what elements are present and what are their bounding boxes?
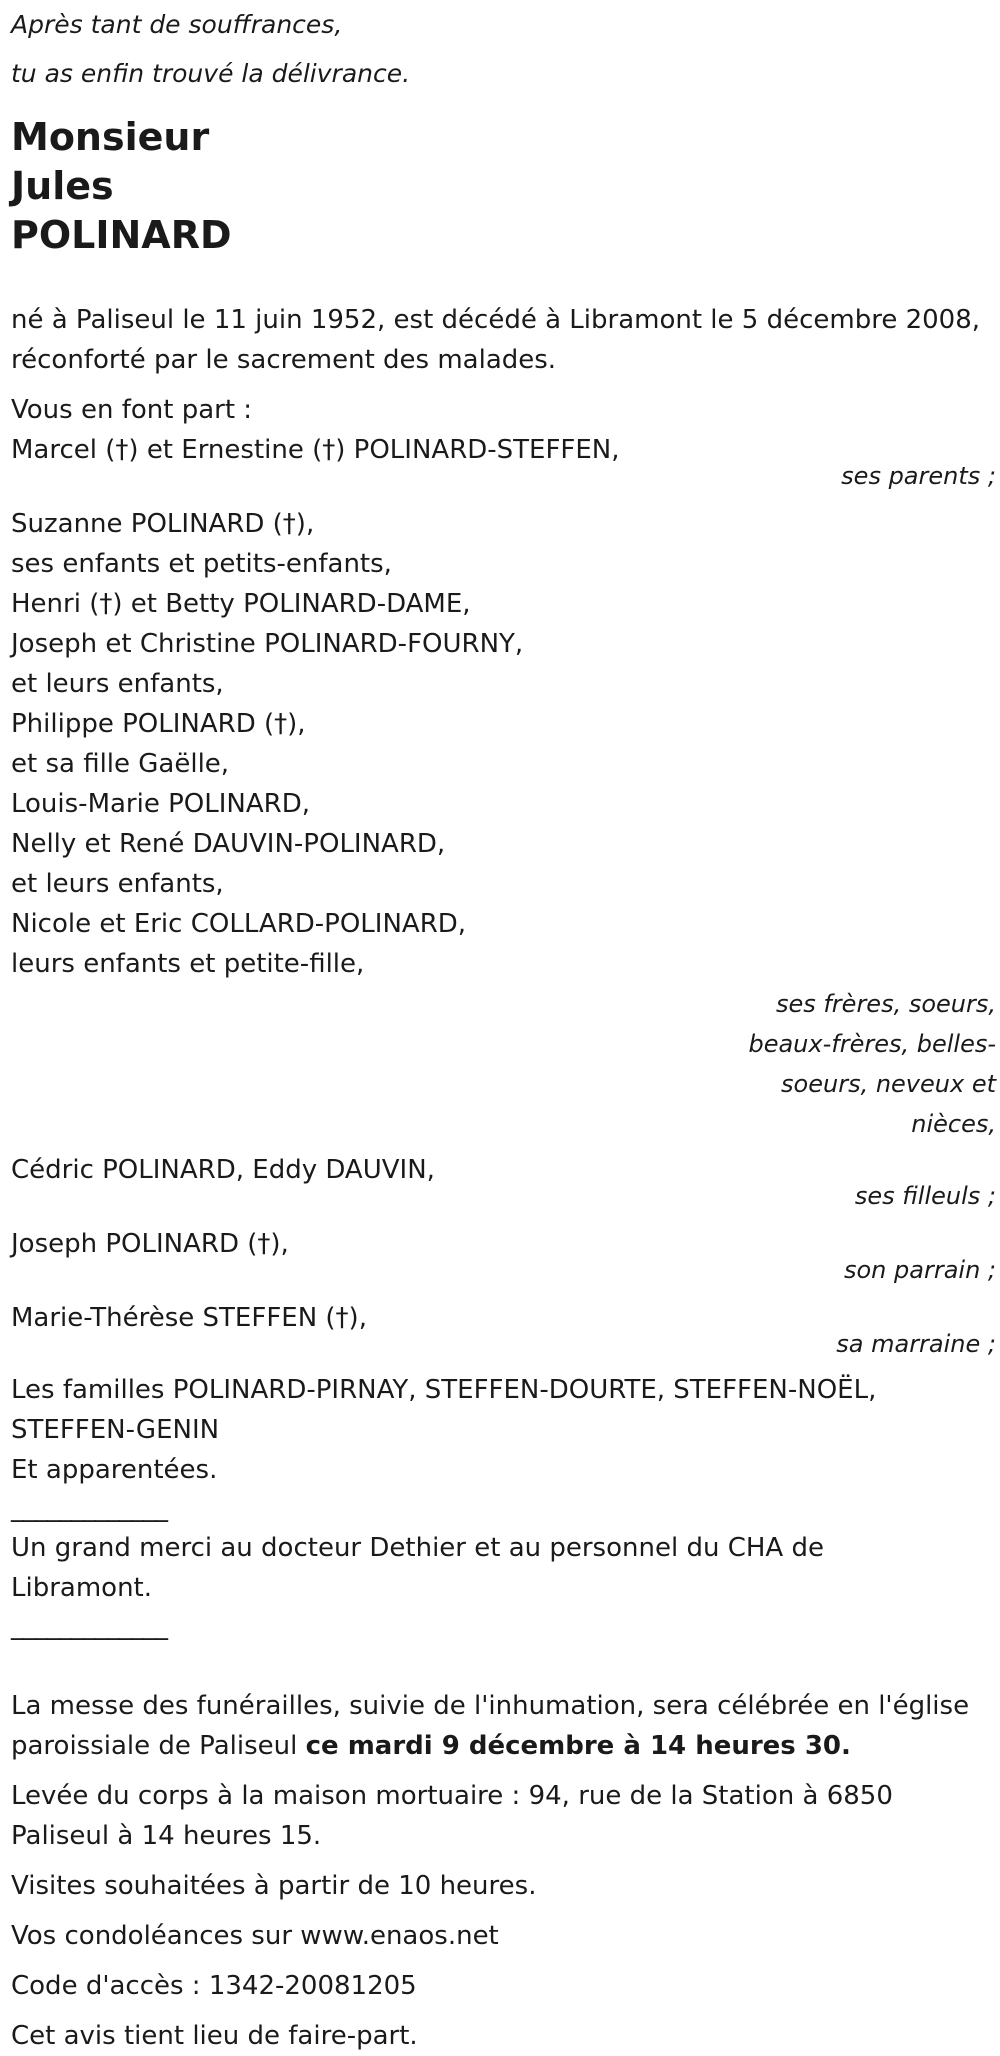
epigraph-line-1: Après tant de souffrances, — [11, 10, 343, 39]
obituary-notice — [11, 0, 996, 2056]
sibling-line: Louis-Marie POLINARD, — [11, 789, 310, 819]
sibling-line: ses enfants et petits-enfants, — [11, 549, 392, 579]
intro-line-2: réconforté par le sacrement des malades. — [11, 345, 557, 375]
siblings-role-line: ses frères, soeurs, — [775, 990, 996, 1018]
godmother-line: Marie-Thérèse STEFFEN (†), — [11, 1303, 367, 1333]
families-line-2: STEFFEN-GENIN — [11, 1415, 220, 1445]
name-last: POLINARD — [11, 213, 232, 257]
godfather-role: son parrain ; — [843, 1256, 996, 1284]
visits-line: Visites souhaitées à partir de 10 heures. — [11, 1871, 537, 1901]
sibling-line: leurs enfants et petite-fille, — [11, 949, 365, 979]
sibling-line: Henri (†) et Betty POLINARD-DAME, — [11, 589, 471, 619]
godfather-line: Joseph POLINARD (†), — [11, 1229, 289, 1259]
families-line-3: Et apparentées. — [11, 1455, 218, 1485]
siblings-list — [11, 504, 996, 984]
epigraph-line-2: tu as enfin trouvé la délivrance. — [11, 59, 411, 88]
sibling-line: Nelly et René DAUVIN-POLINARD, — [11, 829, 446, 859]
families-paragraph — [11, 1370, 996, 1490]
levee-line-2: Paliseul à 14 heures 15. — [11, 1821, 322, 1851]
sibling-line: et leurs enfants, — [11, 869, 224, 899]
families-line-1: Les familles POLINARD-PIRNAY, STEFFEN-DOURTE, STEFFEN-NOËL, — [11, 1375, 877, 1405]
godsons-role: ses filleuls ; — [854, 1182, 996, 1210]
parents-role: ses parents ; — [841, 462, 996, 490]
access-code-line: Code d'accès : 1342-20081205 — [11, 1971, 417, 2001]
siblings-role-line: beaux-frères, belles- — [748, 1030, 996, 1058]
funeral-place: paroissiale de Paliseul — [11, 1731, 306, 1761]
funeral-line-1: La messe des funérailles, suivie de l'inhumation, sera célébrée en l'église — [11, 1691, 970, 1721]
thanks-line-2: Libramont. — [11, 1573, 153, 1603]
siblings-role-line: nièces, — [911, 1110, 996, 1138]
sibling-line: Suzanne POLINARD (†), — [11, 509, 315, 539]
funeral-line-2 — [11, 1726, 996, 1766]
parents-line: Marcel (†) et Ernestine (†) POLINARD-STEFFEN, — [11, 435, 620, 465]
announce-line: Vous en font part : — [11, 395, 253, 425]
name-title: Monsieur — [11, 115, 210, 159]
levee-paragraph — [11, 1776, 996, 1856]
sibling-line: et leurs enfants, — [11, 669, 224, 699]
sibling-line: Philippe POLINARD (†), — [11, 709, 306, 739]
closing-line: Cet avis tient lieu de faire-part. — [11, 2021, 418, 2051]
sibling-line: Nicole et Eric COLLARD-POLINARD, — [11, 909, 467, 939]
deceased-name — [11, 113, 996, 260]
sibling-line: et sa fille Gaëlle, — [11, 749, 230, 779]
intro-line-1: né à Paliseul le 11 juin 1952, est décédé à Libramont le 5 décembre 2008, — [11, 305, 981, 335]
thanks-line-1: Un grand merci au docteur Dethier et au personnel du CHA de — [11, 1533, 824, 1563]
siblings-role-line: soeurs, neveux et — [781, 1070, 996, 1098]
name-first: Jules — [11, 164, 114, 208]
separator-2: _____________ — [11, 1611, 167, 1641]
funeral-date-time: ce mardi 9 décembre à 14 heures 30. — [305, 1731, 851, 1761]
intro-paragraph — [11, 300, 996, 380]
siblings-role — [11, 984, 996, 1144]
condolences-line: Vos condoléances sur www.enaos.net — [11, 1921, 499, 1951]
funeral-paragraph — [11, 1686, 996, 1766]
separator-1: _____________ — [11, 1493, 167, 1523]
levee-line-1: Levée du corps à la maison mortuaire : 94, rue de la Station à 6850 — [11, 1781, 893, 1811]
godmother-role: sa marraine ; — [836, 1330, 996, 1358]
godsons-line: Cédric POLINARD, Eddy DAUVIN, — [11, 1155, 435, 1185]
thanks-paragraph — [11, 1528, 996, 1608]
sibling-line: Joseph et Christine POLINARD-FOURNY, — [11, 629, 524, 659]
